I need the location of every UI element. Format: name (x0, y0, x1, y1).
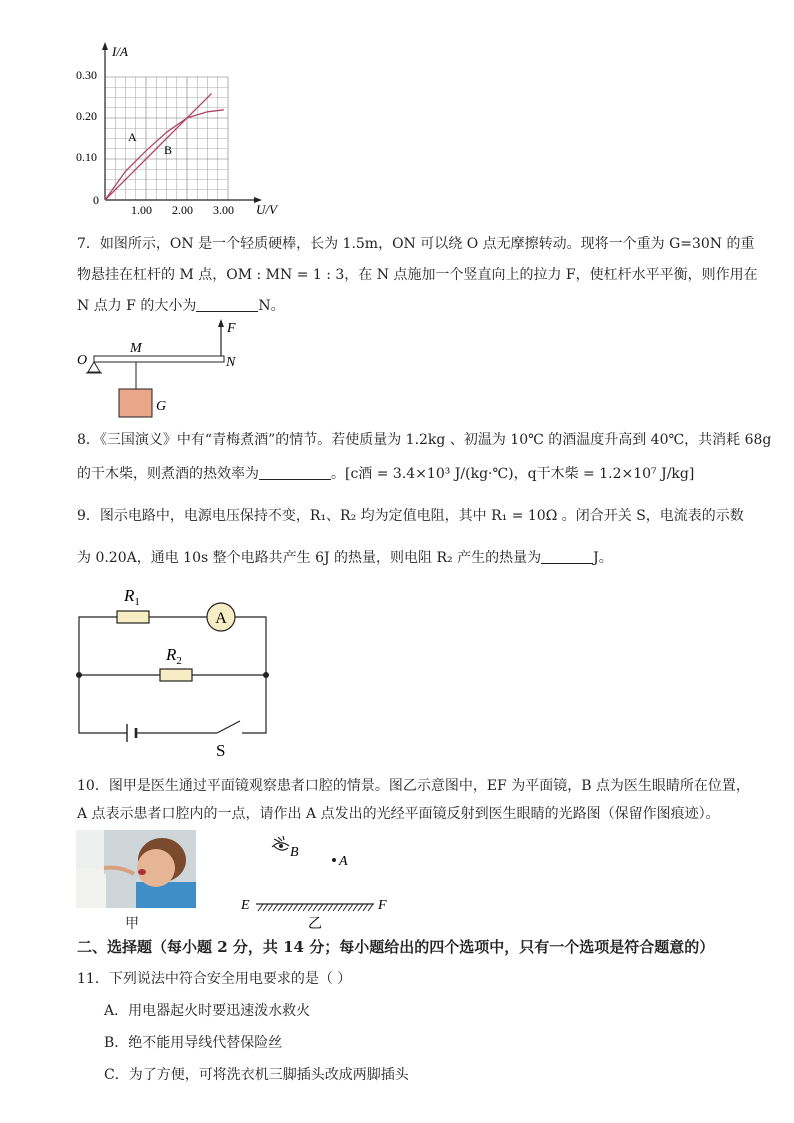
lever-bar (94, 356, 224, 362)
q7-line3-post: N。 (258, 298, 285, 314)
q11-option-a[interactable]: A．用电器起火时要迅速泼水救火 (104, 1003, 311, 1019)
x-tick-2.00: 2.00 (172, 203, 193, 217)
curve-b-label: B (164, 143, 173, 157)
hatch-mark (318, 904, 323, 911)
y-tick-0.10: 0.10 (76, 150, 97, 164)
circuit-figure (70, 580, 280, 760)
resistor-r1 (117, 611, 149, 623)
lever-figure (74, 316, 254, 422)
label-a: A (339, 854, 348, 869)
caption-jia: 甲 (125, 916, 139, 932)
switch-blade (217, 721, 240, 733)
hatch-mark (348, 904, 353, 911)
hatch-mark (353, 904, 358, 911)
q11-option-b[interactable]: B．绝不能用导线代替保险丝 (104, 1035, 283, 1051)
r2-label: $R_2$ (166, 645, 182, 667)
section2-title: 二、选择题（每小题 2 分，共 14 分；每小题给出的四个选项中，只有一个选项是符合题意的） (77, 938, 715, 956)
wire-top (79, 617, 117, 675)
label-g: G (156, 399, 167, 414)
hatch-mark (333, 904, 338, 911)
label-b: B (290, 845, 299, 860)
wire-bottom-right (242, 675, 266, 733)
r1-subscript: 1 (134, 596, 140, 608)
q8-line2-pre: 的干木柴，则煮酒的热效率为 (77, 466, 259, 482)
y-axis-label: I/A (112, 44, 128, 59)
q8-line1: 8．《三国演义》中有“青梅煮酒”的情节。若使质量为 1.2kg 、初温为 10℃ 的酒温度升高到 40℃，共消耗 68g (77, 432, 772, 448)
hatch-mark (363, 904, 368, 911)
hatch-mark (288, 904, 293, 911)
q7-line1: 7．如图所示，ON 是一个轻质硬棒，长为 1.5m，ON 可以绕 O 点无摩擦转动。现将一个重为 G=30N 的重 (77, 236, 755, 252)
pivot-icon (88, 362, 100, 372)
hatch-mark (268, 904, 273, 911)
junction-right (263, 672, 269, 678)
origin-label: 0 (93, 193, 99, 207)
q9-line2-pre: 为 0.20A，通电 10s 整个电路共产生 6J 的热量，则电阻 R₂ 产生的热量为 (77, 550, 542, 566)
hatch-mark (258, 904, 263, 911)
caption-yi: 乙 (308, 917, 322, 932)
hatch-mark (293, 904, 298, 911)
iu-graph (60, 40, 290, 220)
x-tick-3.00: 3.00 (213, 203, 234, 217)
q9-line2-post: J。 (593, 550, 613, 566)
hatch-mark (298, 904, 303, 911)
mirror-figure (236, 832, 396, 932)
q7-line3 (77, 298, 285, 314)
hatch-mark (308, 904, 313, 911)
hatch-mark (273, 904, 278, 911)
ammeter-label: A (215, 610, 227, 627)
q10-line1: 10．图甲是医生通过平面镜观察患者口腔的情景。图乙示意图中，EF 为平面镜，B 点为医生眼睛所在位置， (77, 778, 750, 794)
label-f-mirror: F (378, 898, 387, 913)
label-e: E (241, 898, 250, 913)
switch-label: S (216, 741, 226, 760)
wire-bottom-left (79, 675, 127, 733)
x-tick-1.00: 1.00 (131, 203, 152, 217)
label-n: N (226, 355, 236, 370)
y-tick-0.30: 0.30 (76, 68, 97, 82)
mirror-hatching (258, 904, 373, 911)
x-axis-label: U/V (256, 202, 277, 217)
q9-line2 (77, 550, 613, 566)
q11-option-c[interactable]: C．为了方便，可将洗衣机三脚插头改成两脚插头 (104, 1067, 409, 1083)
resistor-r2 (160, 669, 192, 681)
q10-line2: A 点表示患者口腔内的一点，请作出 A 点发出的光经平面镜反射到医生眼睛的光路图（保留作图痕迹）。 (77, 806, 720, 822)
q8-line2 (77, 466, 694, 482)
label-f: F (227, 321, 236, 336)
hatch-mark (313, 904, 318, 911)
label-o: O (77, 353, 88, 368)
hatch-mark (283, 904, 288, 911)
eye-pupil (279, 844, 283, 848)
q8-line2-post: 。[c酒 = 3.4×10³ J/(kg·℃)，q干木柴 = 1.2×10⁷ J/kg] (331, 466, 695, 482)
q11-stem: 11．下列说法中符合安全用电要求的是（ ） (77, 971, 352, 987)
curve-b (105, 93, 212, 200)
label-m: M (130, 341, 142, 356)
q7-line3-pre: N 点力 F 的大小为 (77, 298, 197, 314)
eye-icon (272, 836, 289, 850)
point-a (332, 858, 336, 862)
q9-answer-blank[interactable] (541, 550, 593, 564)
q8-answer-blank[interactable] (259, 466, 331, 480)
q7-line2: 物悬挂在杠杆的 M 点，OM : MN = 1 : 3，在 N 点施加一个竖直向上的拉力 F，使杠杆水平平衡，则作用在 (77, 267, 758, 283)
force-arrow-head (218, 319, 224, 327)
hatch-mark (358, 904, 363, 911)
hatch-mark (368, 904, 373, 911)
hatch-mark (278, 904, 283, 911)
r2-subscript: 2 (176, 655, 182, 667)
dentist-photo (76, 830, 196, 908)
q9-line1: 9．图示电路中，电源电压保持不变，R₁、R₂ 均为定值电阻，其中 R₁ = 10Ω 。闭合开关 S，电流表的示数 (77, 508, 744, 524)
r1-label: $R_1$ (124, 586, 140, 608)
junction-left (76, 672, 82, 678)
hatch-mark (338, 904, 343, 911)
q7-answer-blank[interactable] (196, 298, 258, 312)
hatch-mark (328, 904, 333, 911)
curve-a-label: A (128, 130, 137, 144)
hatch-mark (263, 904, 268, 911)
y-tick-0.20: 0.20 (76, 109, 97, 123)
hatch-mark (323, 904, 328, 911)
hatch-mark (303, 904, 308, 911)
wire-top-right (235, 617, 266, 675)
hatch-mark (343, 904, 348, 911)
weight-block (119, 389, 152, 417)
y-axis-arrow (102, 42, 108, 50)
